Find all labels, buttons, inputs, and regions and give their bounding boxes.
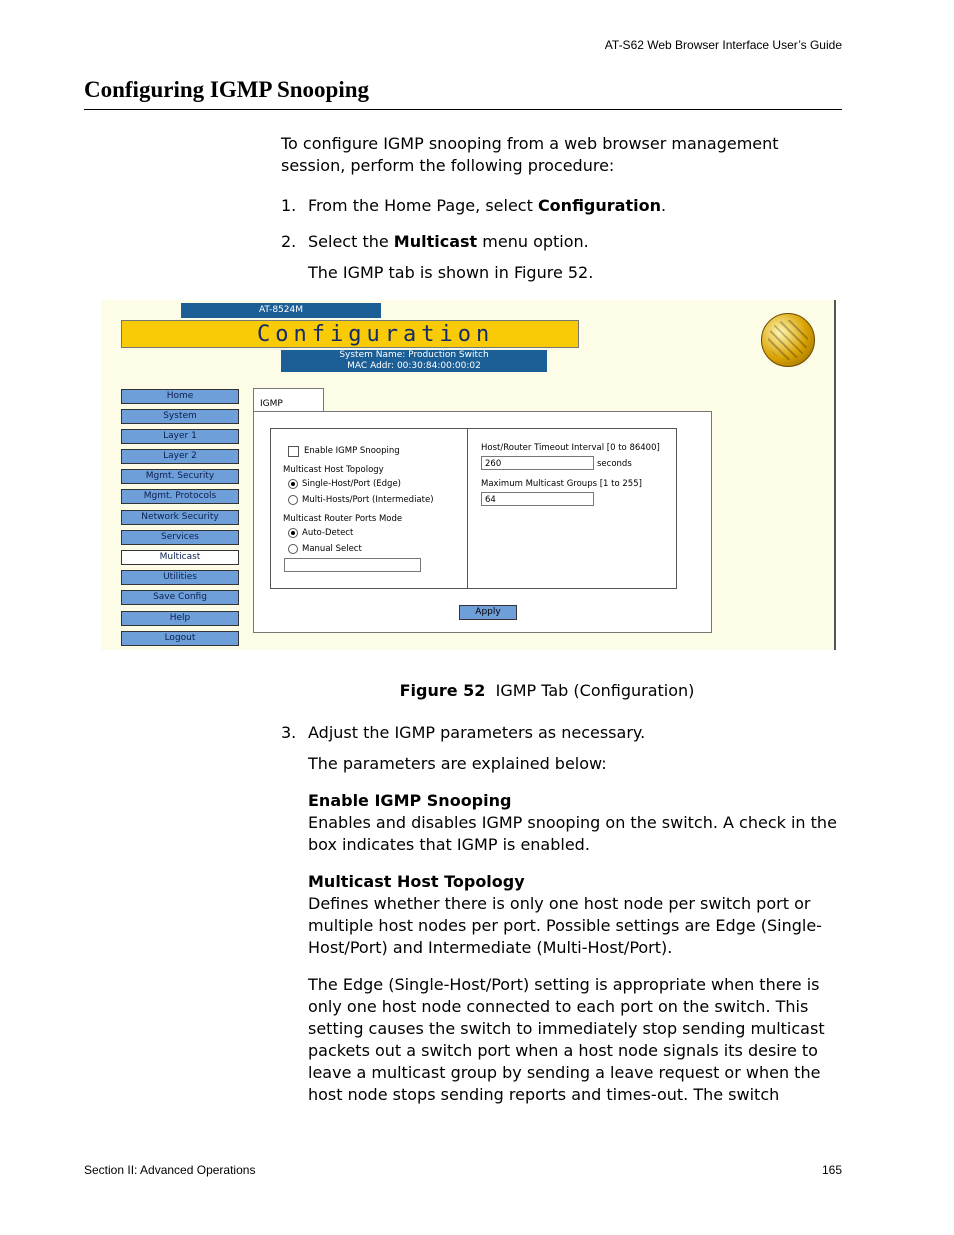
step-number: 3. <box>281 723 297 742</box>
model-label: AT-8524M <box>181 303 381 318</box>
step-3-note: The parameters are explained below: <box>308 754 607 773</box>
igmp-settings-box <box>270 428 677 589</box>
footer-section: Section II: Advanced Operations <box>84 1163 256 1177</box>
globe-logo-icon <box>761 313 815 367</box>
apply-button[interactable]: Apply <box>459 605 517 620</box>
timeout-label: Host/Router Timeout Interval [0 to 86400] <box>481 443 660 453</box>
nav-save-config[interactable]: Save Config <box>121 590 239 605</box>
section-title: Configuring IGMP Snooping <box>84 77 370 102</box>
step-1 <box>281 195 841 217</box>
manual-ports-input[interactable] <box>284 558 421 572</box>
title-rule <box>84 109 842 110</box>
param-text: Defines whether there is only one host node per switch port or multiple host nodes per port. Possible settings are Edge (Single-Host/Port) and Intermediate (Multi-Host/Port). <box>308 894 822 957</box>
enable-igmp-checkbox[interactable] <box>288 446 299 457</box>
step-text: Select the Multicast menu option. <box>308 232 589 251</box>
system-info: System Name: Production Switch MAC Addr: 00:30:84:00:00:02 <box>281 350 547 372</box>
step-number: 1. <box>281 196 297 215</box>
nav-layer1[interactable]: Layer 1 <box>121 429 239 444</box>
edge-paragraph: The Edge (Single-Host/Port) setting is appropriate when there is only one host node connected to each port on the switch. This setting causes the switch to immediately stop sending multicast packets out a switch port when a host node signals its desire to leave a multicast group by sending a leave request or when the host node stops sending reports and times-out. The switch <box>308 975 825 1104</box>
figure-caption: Figure 52 IGMP Tab (Configuration) <box>399 681 695 700</box>
intro-paragraph: To configure IGMP snooping from a web browser management session, perform the following procedure: <box>281 134 779 175</box>
nav-mgmt-security[interactable]: Mgmt. Security <box>121 469 239 484</box>
step-number: 2. <box>281 232 297 251</box>
step-2 <box>281 231 841 253</box>
manual-select-label: Manual Select <box>302 544 362 554</box>
topology-edge-label: Single-Host/Port (Edge) <box>302 479 401 489</box>
nav-network-security[interactable]: Network Security <box>121 510 239 525</box>
topology-intermediate-label: Multi-Hosts/Port (Intermediate) <box>302 495 434 505</box>
nav-multicast[interactable]: Multicast <box>121 550 239 565</box>
timeout-unit: seconds <box>597 459 632 469</box>
step-text: From the Home Page, select Configuration. <box>308 196 667 215</box>
step-text: Adjust the IGMP parameters as necessary. <box>308 723 646 742</box>
max-groups-input[interactable]: 64 <box>481 492 594 506</box>
timeout-input[interactable]: 260 <box>481 456 594 470</box>
nav-logout[interactable]: Logout <box>121 631 239 646</box>
param-host-topology <box>308 871 842 959</box>
step-3 <box>281 722 841 744</box>
nav-home[interactable]: Home <box>121 389 239 404</box>
auto-detect-label: Auto-Detect <box>302 528 354 538</box>
igmp-panel <box>253 411 712 633</box>
column-divider <box>467 429 468 588</box>
topology-label: Multicast Host Topology <box>283 465 384 475</box>
tab-igmp[interactable]: IGMP <box>253 388 324 412</box>
param-heading: Enable IGMP Snooping <box>308 791 512 810</box>
topology-edge-radio[interactable] <box>288 479 298 489</box>
igmp-screenshot <box>101 300 836 650</box>
nav-mgmt-protocols[interactable]: Mgmt. Protocols <box>121 489 239 504</box>
step-2-note: The IGMP tab is shown in Figure 52. <box>308 263 594 282</box>
param-heading: Multicast Host Topology <box>308 872 525 891</box>
nav-utilities[interactable]: Utilities <box>121 570 239 585</box>
nav-services[interactable]: Services <box>121 530 239 545</box>
max-groups-label: Maximum Multicast Groups [1 to 255] <box>481 479 642 489</box>
enable-igmp-label: Enable IGMP Snooping <box>304 446 400 456</box>
param-text: Enables and disables IGMP snooping on the switch. A check in the box indicates that IGMP is enabled. <box>308 813 837 854</box>
config-banner: Configuration <box>121 320 579 348</box>
nav-system[interactable]: System <box>121 409 239 424</box>
page-number: 165 <box>821 1163 842 1177</box>
auto-detect-radio[interactable] <box>288 528 298 538</box>
nav-layer2[interactable]: Layer 2 <box>121 449 239 464</box>
running-header: AT-S62 Web Browser Interface User’s Guide <box>604 38 842 52</box>
manual-select-radio[interactable] <box>288 544 298 554</box>
param-enable-igmp <box>308 790 842 856</box>
topology-intermediate-radio[interactable] <box>288 495 298 505</box>
nav-help[interactable]: Help <box>121 611 239 626</box>
router-mode-label: Multicast Router Ports Mode <box>283 514 403 524</box>
